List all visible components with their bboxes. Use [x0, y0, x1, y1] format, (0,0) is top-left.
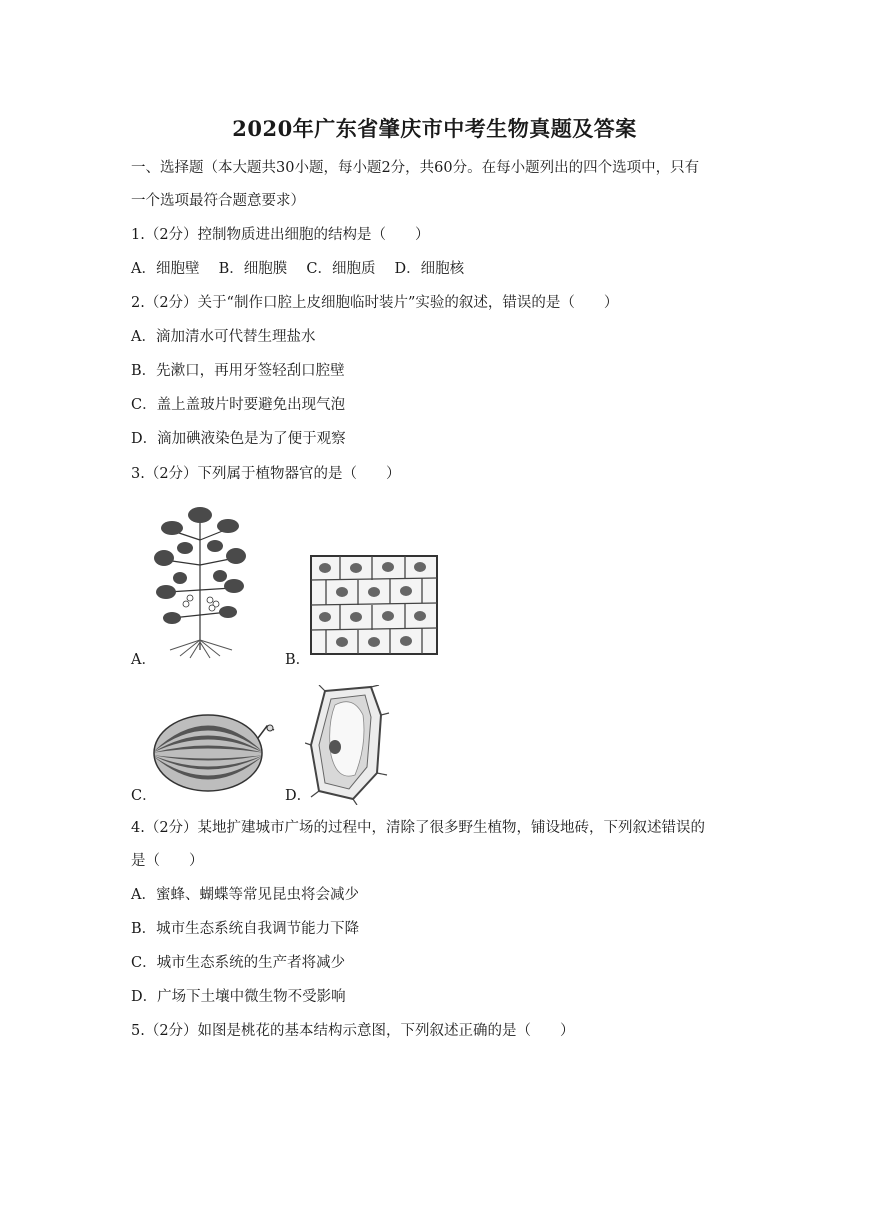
q5-stem: 5.（2分）如图是桃花的基本结构示意图，下列叙述正确的是（ ）	[131, 1023, 575, 1039]
q4-option-c: C．城市生态系统的生产者将减少	[131, 955, 346, 971]
q3-label-a: A．	[131, 652, 156, 668]
q2-option-c: C．盖上盖玻片时要避免出现气泡	[131, 397, 346, 413]
q1-options: A．细胞壁 B．细胞膜 C．细胞质 D．细胞核	[131, 261, 465, 277]
onion-epidermis-cells-image	[310, 555, 438, 655]
plant-cell-image	[305, 685, 390, 805]
q4-stem-line2: 是（ ）	[131, 853, 204, 869]
q2-option-d: D．滴加碘液染色是为了便于观察	[131, 431, 346, 447]
section-instructions-line1: 一、选择题（本大题共30小题，每小题2分，共60分。在每小题列出的四个选项中，只有	[131, 160, 700, 176]
section-instructions-line2: 一个选项最符合题意要求）	[131, 193, 305, 209]
page-title: 2020年广东省肇庆市中考生物真题及答案	[232, 116, 637, 141]
q2-stem: 2.（2分）关于“制作口腔上皮细胞临时装片”实验的叙述，错误的是（ ）	[131, 295, 619, 311]
q3-label-d: D．	[285, 788, 312, 804]
q4-stem-line1: 4.（2分）某地扩建城市广场的过程中，清除了很多野生植物，铺设地砖，下列叙述错误的	[131, 820, 706, 836]
q2-option-a: A．滴加清水可代替生理盐水	[131, 329, 316, 345]
q3-label-b: B．	[285, 652, 311, 668]
q4-option-d: D．广场下土壤中微生物不受影响	[131, 989, 346, 1005]
watermelon-image	[152, 708, 277, 793]
q4-option-b: B．城市生态系统自我调节能力下降	[131, 921, 360, 937]
tomato-plant-image	[150, 500, 250, 660]
q4-option-a: A．蜜蜂、蝴蝶等常见昆虫将会减少	[131, 887, 359, 903]
q3-label-c: C．	[131, 788, 157, 804]
q3-stem: 3.（2分）下列属于植物器官的是（ ）	[131, 466, 401, 482]
q1-stem: 1.（2分）控制物质进出细胞的结构是（ ）	[131, 227, 430, 243]
q2-option-b: B．先漱口，再用牙签轻刮口腔壁	[131, 363, 345, 379]
